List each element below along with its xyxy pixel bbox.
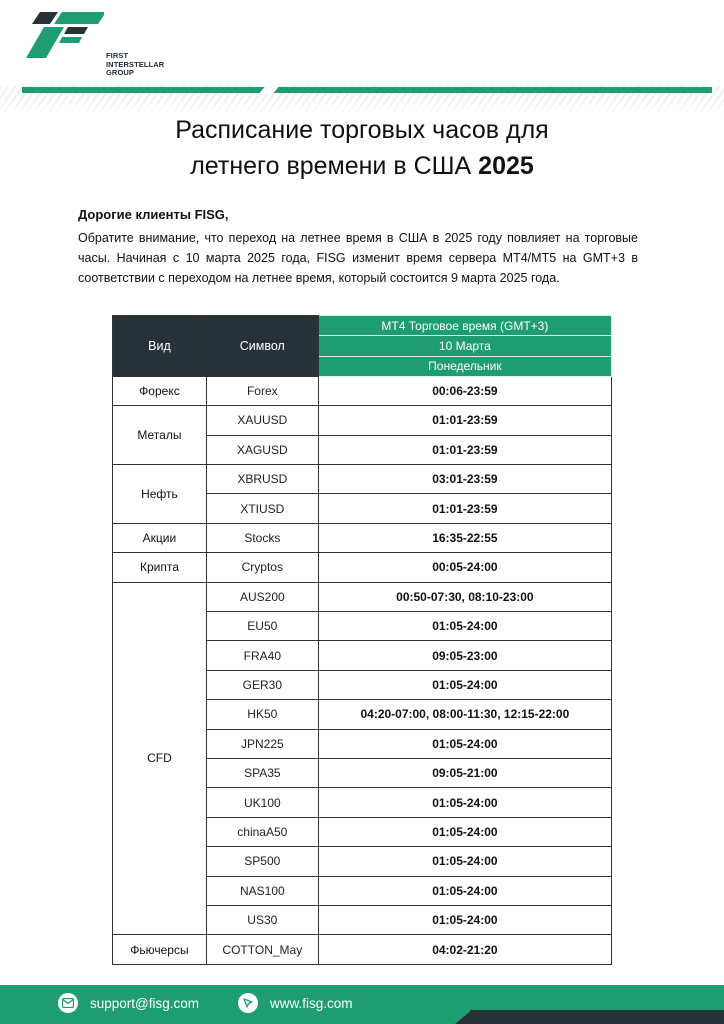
cell-trading-hours: 09:05-23:00 bbox=[318, 641, 611, 670]
cursor-icon bbox=[238, 993, 258, 1013]
cell-symbol: chinaA50 bbox=[206, 817, 318, 846]
cell-trading-hours: 09:05-21:00 bbox=[318, 758, 611, 787]
header-weekday: Понедельник bbox=[318, 356, 611, 376]
cell-type: CFD bbox=[113, 582, 207, 935]
cell-type: Крипта bbox=[113, 553, 207, 582]
footer-website-text[interactable]: www.fisg.com bbox=[270, 995, 353, 1011]
cell-type: Форекс bbox=[113, 376, 207, 405]
logo-line-2: INTERSTELLAR bbox=[106, 59, 165, 69]
table-row bbox=[113, 582, 612, 611]
cell-symbol: SP500 bbox=[206, 847, 318, 876]
cell-type: Фьючерсы bbox=[113, 935, 207, 964]
header-type: Вид bbox=[113, 316, 207, 377]
cell-trading-hours: 01:05-24:00 bbox=[318, 788, 611, 817]
cell-symbol: XAGUSD bbox=[206, 435, 318, 464]
greeting: Дорогие клиенты FISG, bbox=[78, 207, 229, 222]
mail-icon bbox=[58, 993, 78, 1013]
table-row bbox=[113, 553, 612, 582]
cell-symbol: COTTON_May bbox=[206, 935, 318, 964]
table-row bbox=[113, 376, 612, 405]
cell-trading-hours: 01:05-24:00 bbox=[318, 817, 611, 846]
header-accent-line bbox=[22, 87, 712, 93]
title-line-2 bbox=[0, 148, 724, 184]
footer-website[interactable] bbox=[238, 993, 353, 1013]
table-body bbox=[113, 376, 612, 964]
cell-symbol: Cryptos bbox=[206, 553, 318, 582]
logo-text bbox=[106, 52, 164, 78]
cell-symbol: JPN225 bbox=[206, 729, 318, 758]
title-year: 2025 bbox=[478, 152, 534, 180]
cell-trading-hours: 01:05-24:00 bbox=[318, 612, 611, 641]
cell-trading-hours: 01:01-23:59 bbox=[318, 406, 611, 435]
footer-email-text[interactable]: support@fisg.com bbox=[90, 995, 199, 1011]
header-trading-time: MT4 Торговое время (GMT+3) bbox=[318, 316, 611, 336]
cell-symbol: SPA35 bbox=[206, 758, 318, 787]
cell-type: Нефть bbox=[113, 465, 207, 524]
cell-trading-hours: 03:01-23:59 bbox=[318, 465, 611, 494]
cell-symbol: EU50 bbox=[206, 612, 318, 641]
footer-dark-slant bbox=[455, 1010, 724, 1024]
cell-symbol: AUS200 bbox=[206, 582, 318, 611]
cell-symbol: US30 bbox=[206, 905, 318, 934]
header-symbol: Символ bbox=[206, 316, 318, 377]
cell-trading-hours: 00:50-07:30, 08:10-23:00 bbox=[318, 582, 611, 611]
cell-symbol: XTIUSD bbox=[206, 494, 318, 523]
logo-line-1: FIRST bbox=[106, 51, 129, 60]
header-date: 10 Марта bbox=[318, 336, 611, 356]
cell-trading-hours: 01:05-24:00 bbox=[318, 876, 611, 905]
title-line-2-text: летнего времени в США bbox=[190, 152, 472, 180]
schedule-table bbox=[112, 315, 612, 965]
cell-symbol: NAS100 bbox=[206, 876, 318, 905]
cell-type: Металы bbox=[113, 406, 207, 465]
logo-mark bbox=[24, 12, 104, 70]
cell-type: Акции bbox=[113, 523, 207, 552]
cell-trading-hours: 01:01-23:59 bbox=[318, 494, 611, 523]
cell-symbol: UK100 bbox=[206, 788, 318, 817]
cell-symbol: XAUUSD bbox=[206, 406, 318, 435]
cell-trading-hours: 00:05-24:00 bbox=[318, 553, 611, 582]
table-row bbox=[113, 935, 612, 964]
cell-symbol: HK50 bbox=[206, 700, 318, 729]
company-logo bbox=[24, 12, 174, 77]
table-header bbox=[113, 316, 612, 377]
cell-trading-hours: 00:06-23:59 bbox=[318, 376, 611, 405]
footer-email[interactable] bbox=[58, 993, 199, 1013]
cell-symbol: FRA40 bbox=[206, 641, 318, 670]
cell-symbol: Stocks bbox=[206, 523, 318, 552]
cell-symbol: GER30 bbox=[206, 670, 318, 699]
cell-symbol: XBRUSD bbox=[206, 465, 318, 494]
table-row bbox=[113, 406, 612, 435]
cell-symbol: Forex bbox=[206, 376, 318, 405]
logo-line-3: GROUP bbox=[106, 68, 135, 77]
cell-trading-hours: 01:05-24:00 bbox=[318, 670, 611, 699]
title-line-1: Расписание торговых часов для bbox=[175, 116, 549, 144]
cell-trading-hours: 01:05-24:00 bbox=[318, 729, 611, 758]
intro-paragraph: Обратите внимание, что переход на летнее время в США в 2025 году повлияет на торговые часы. Начиная с 10 марта 2025 года, FISG изменит время сервера MT4/MT5 на GMT+3 в соответствии с переходом на летнее время, который состоится 9 марта 2025 года. bbox=[78, 231, 638, 285]
cell-trading-hours: 16:35-22:55 bbox=[318, 523, 611, 552]
cell-trading-hours: 01:05-24:00 bbox=[318, 847, 611, 876]
cell-trading-hours: 01:01-23:59 bbox=[318, 435, 611, 464]
cell-trading-hours: 04:20-07:00, 08:00-11:30, 12:15-22:00 bbox=[318, 700, 611, 729]
cell-trading-hours: 04:02-21:20 bbox=[318, 935, 611, 964]
page-title bbox=[0, 112, 724, 184]
table-row bbox=[113, 465, 612, 494]
table-row bbox=[113, 523, 612, 552]
cell-trading-hours: 01:05-24:00 bbox=[318, 905, 611, 934]
